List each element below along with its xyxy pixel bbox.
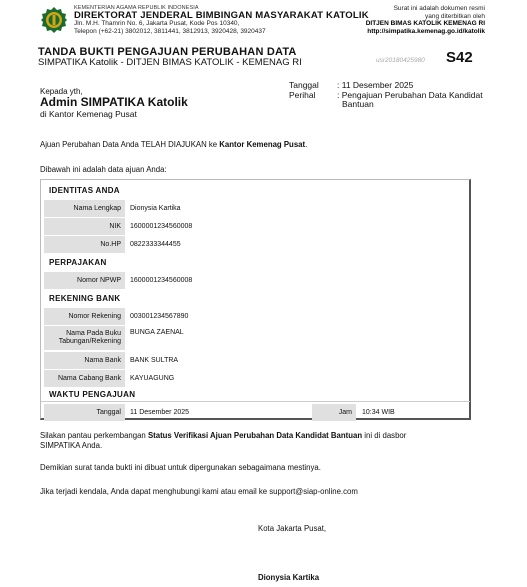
label-jam: Jam	[312, 404, 356, 421]
city-text: Kota Jakarta Pusat,	[258, 524, 327, 533]
label-bank: Nama Bank	[44, 352, 125, 369]
greeting: Kepada yth,	[40, 87, 83, 96]
address	[74, 20, 266, 36]
p1-office: Kantor Kemenag Pusat	[219, 140, 306, 149]
document-subtitle: SIMPATIKA Katolik - DITJEN BIMAS KATOLIK - KEMENAG RI	[38, 57, 302, 68]
waktu-divider	[41, 401, 470, 402]
value-jam: 10:34 WIB	[362, 409, 395, 416]
value-npwp: 1600001234560008	[130, 277, 193, 284]
submission-status-text	[40, 140, 307, 149]
recipient-office: di Kantor Kemenag Pusat	[40, 109, 137, 119]
signer-name: Dionysia Kartika	[258, 573, 320, 582]
value-norek: 003001234567890	[130, 313, 189, 320]
address-line-1: Jln. M.H. Thamrin No. 6, Jakarta Pusat, Kode Pos 10340,	[74, 20, 240, 27]
document-title: TANDA BUKTI PENGAJUAN PERUBAHAN DATA	[38, 46, 297, 58]
document-code: S42	[446, 49, 473, 66]
value-tanggal: 11 Desember 2025	[130, 409, 190, 416]
section-perpajakan: PERPAJAKAN	[49, 258, 107, 267]
note-line-2: yang diterbitkan oleh	[425, 12, 485, 20]
section-waktu: WAKTU PENGAJUAN	[49, 390, 136, 399]
p3-text: Silakan pantau perkembangan	[40, 431, 148, 440]
value-bank: BANK SULTRA	[130, 357, 179, 364]
row-norek	[44, 308, 304, 325]
date-value: : 11 Desember 2025	[337, 80, 414, 90]
value-hp: 0822333344455	[130, 241, 181, 248]
value-cabang: KAYUAGUNG	[130, 375, 175, 382]
subject-label: Perihal	[289, 90, 316, 100]
row-cabang	[44, 370, 304, 387]
monitor-status-text	[40, 431, 460, 451]
label-nama-rekening	[44, 326, 125, 350]
label-nama-rekening-1: Nama Pada Buku	[66, 330, 121, 337]
recipient-name: Admin SIMPATIKA Katolik	[40, 95, 188, 109]
label-norek: Nomor Rekening	[44, 308, 125, 325]
row-nama-rekening	[44, 326, 304, 350]
label-cabang: Nama Cabang Bank	[44, 370, 125, 387]
p3-end: ini di dasbor	[362, 431, 407, 440]
value-nik: 1600001234560008	[130, 223, 193, 230]
p3-status: Status Verifikasi Ajuan Perubahan Data Kandidat Bantuan	[147, 431, 363, 440]
directorate-name: DIREKTORAT JENDERAL BIMBINGAN MASYARAKAT KATOLIK	[74, 10, 369, 21]
row-bank	[44, 352, 304, 369]
row-nik	[44, 218, 304, 235]
document-number: usr20180425980	[376, 57, 425, 64]
label-npwp: Nomor NPWP	[44, 272, 125, 289]
p1-text: Ajuan Perubahan Data Anda TELAH DIAJUKAN ke	[40, 140, 220, 149]
date-label: Tanggal	[289, 80, 319, 90]
section-identitas: IDENTITAS ANDA	[49, 186, 120, 195]
label-tanggal: Tanggal	[44, 404, 125, 421]
row-nama	[44, 200, 304, 217]
contact-text: Jika terjadi kendala, Anda dapat menghubungi kami atau email ke support@siap-online.com	[40, 487, 358, 496]
label-nik: NIK	[44, 218, 125, 235]
subject-value-cont: Bantuan	[342, 99, 374, 109]
kemenag-logo	[40, 6, 68, 34]
note-line-3: DITJEN BIMAS KATOLIK KEMENAG RI	[365, 20, 485, 27]
row-hp	[44, 236, 304, 253]
data-intro-text: Dibawah ini adalah data ajuan Anda:	[40, 165, 167, 174]
note-link: http://simpatika.kemenag.go.id/katolik	[367, 27, 485, 35]
note-line-1: Surat ini adalah dokumen resmi	[393, 5, 485, 12]
subject-value: : Pengajuan Perubahan Data Kandidat	[337, 90, 483, 100]
value-nama: Dionysia Kartika	[130, 205, 181, 212]
row-waktu	[44, 404, 469, 421]
section-rekening: REKENING BANK	[49, 294, 121, 303]
value-nama-rekening: BUNGA ZAENAL	[130, 329, 184, 336]
label-hp: No.HP	[44, 236, 125, 253]
official-note	[366, 5, 485, 35]
p3-line-2: SIMPATIKA Anda.	[40, 441, 103, 450]
closing-text: Demikian surat tanda bukti ini dibuat untuk dipergunakan sebagaimana mestinya.	[40, 463, 321, 472]
ministry-name: KEMENTERIAN AGAMA REPUBLIK INDONESIA	[74, 5, 199, 11]
label-nama-rekening-2: Tabungan/Rekening	[58, 338, 121, 345]
p1-end: .	[305, 140, 308, 149]
row-npwp	[44, 272, 304, 289]
label-nama: Nama Lengkap	[44, 200, 125, 217]
address-line-2: Telepon (+62-21) 3802012, 3811441, 3812913, 3920428, 3920437	[74, 28, 266, 35]
